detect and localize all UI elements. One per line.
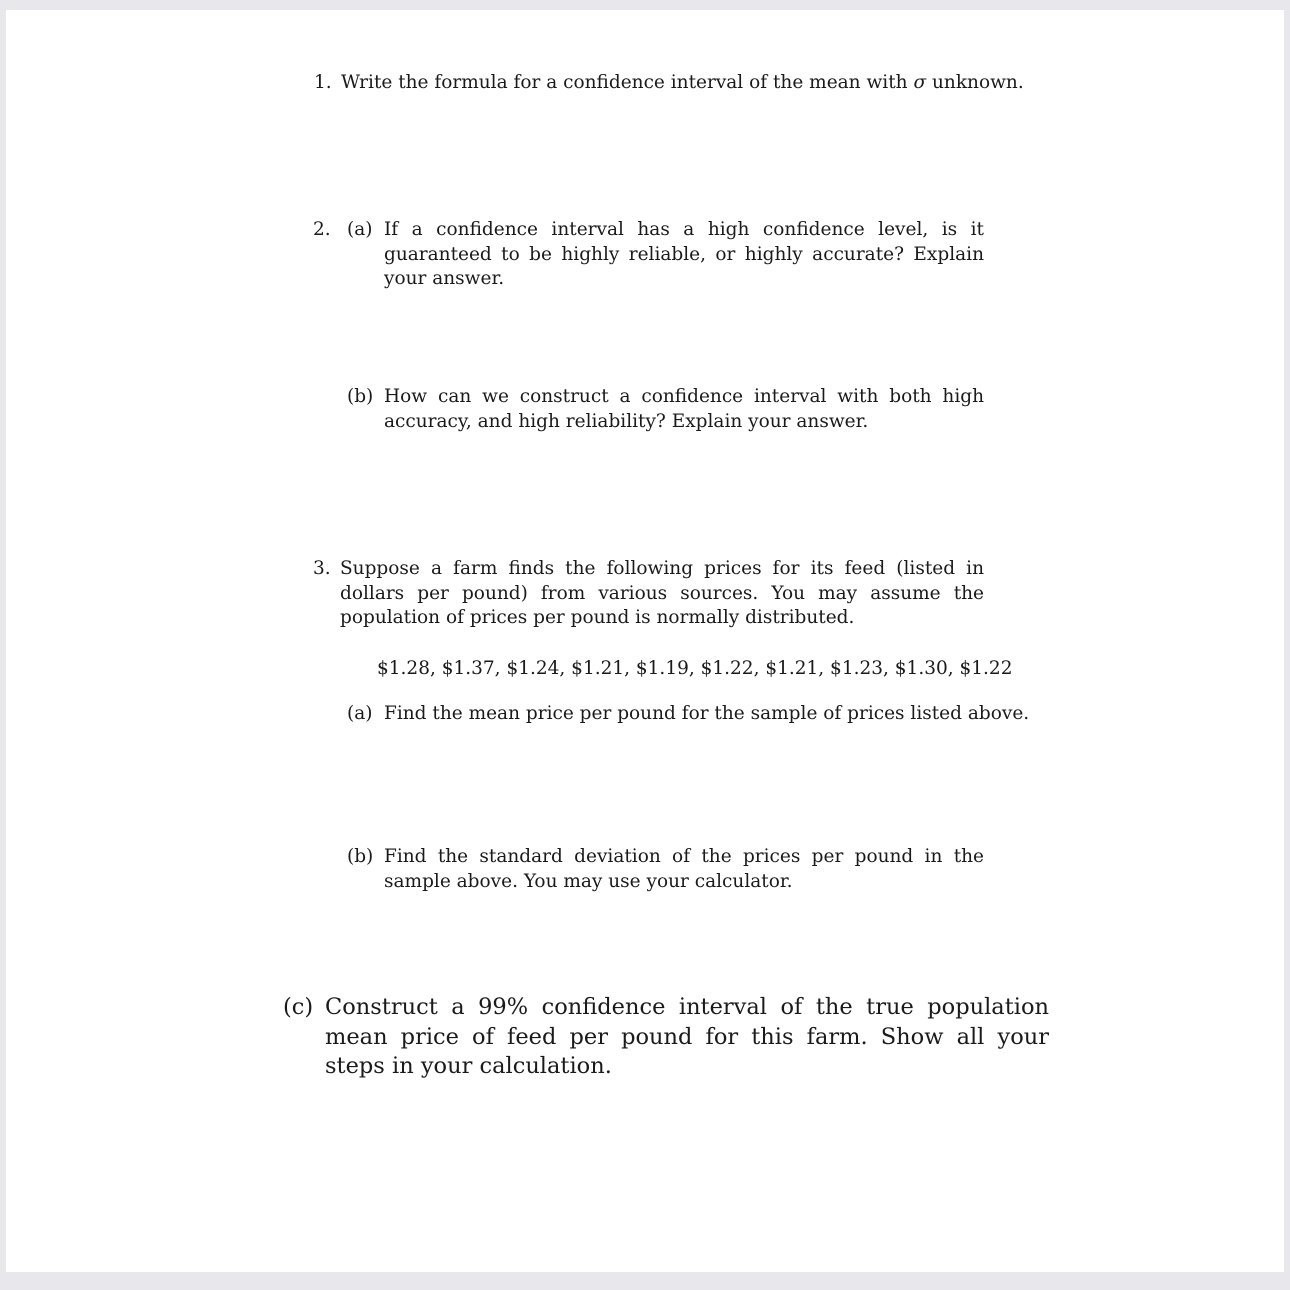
question-2b-text: How can we construct a confidence interval with both high accuracy, and high reliability? Explain your answer. bbox=[384, 386, 984, 432]
price-list: $1.28, $1.37, $1.24, $1.21, $1.19, $1.22, $1.21, $1.23, $1.30, $1.22 bbox=[377, 658, 1013, 679]
question-2a-text: If a confidence interval has a high confidence level, is it guaranteed to be highly reliable, or highly accurate? Explain your answer. bbox=[384, 219, 984, 289]
question-3a-label: (a) bbox=[347, 703, 373, 724]
question-1-number: 1. bbox=[314, 72, 332, 93]
document-page bbox=[6, 10, 1284, 1272]
question-1-text: Write the formula for a confidence interval of the mean with bbox=[341, 72, 908, 93]
question-3a-text: Find the mean price per pound for the sample of prices listed above. bbox=[384, 703, 1030, 724]
question-2-number: 2. bbox=[313, 219, 331, 240]
question-3-number: 3. bbox=[313, 558, 331, 579]
question-3a bbox=[347, 702, 1030, 727]
question-1 bbox=[314, 71, 1024, 96]
question-3c-label: (c) bbox=[283, 994, 314, 1020]
question-2a-label: (a) bbox=[347, 219, 373, 240]
question-3c-text: Construct a 99% confidence interval of the true population mean price of feed per pound for this farm. Show all your steps in your calculation. bbox=[325, 994, 1049, 1079]
question-2a bbox=[313, 218, 984, 292]
question-3b bbox=[347, 845, 984, 894]
question-3-intro bbox=[313, 557, 984, 631]
question-1-text-end: unknown. bbox=[931, 72, 1024, 93]
question-3-intro-text: Suppose a farm finds the following prices for its feed (listed in dollars per pound) from various sources. You may assume the population of prices per pound is normally distributed. bbox=[340, 558, 984, 628]
sigma-symbol: σ bbox=[913, 72, 927, 93]
question-2b-label: (b) bbox=[347, 386, 374, 407]
question-3b-text: Find the standard deviation of the prices per pound in the sample above. You may use your calculator. bbox=[384, 846, 984, 892]
question-3b-label: (b) bbox=[347, 846, 374, 867]
question-2b bbox=[347, 385, 984, 434]
question-3c bbox=[283, 993, 1049, 1082]
